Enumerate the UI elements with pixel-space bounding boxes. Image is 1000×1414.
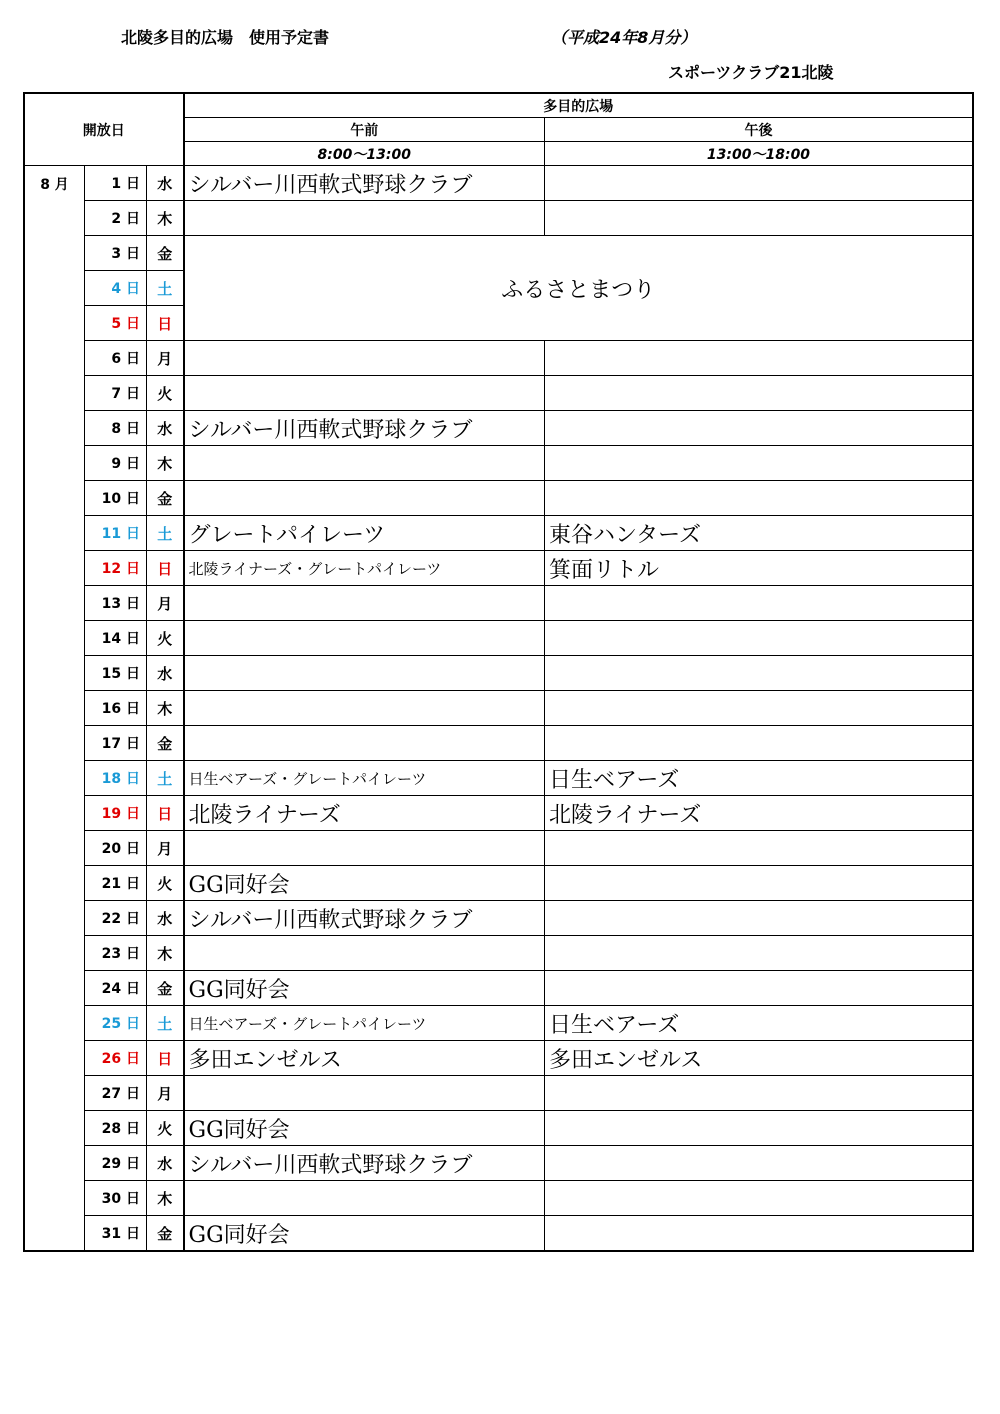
day-suffix: 日 (126, 596, 140, 612)
pm-time-header: 13:00～18:00 (545, 142, 973, 166)
day-number (85, 586, 147, 621)
pm-cell (545, 586, 973, 621)
pm-cell (545, 1111, 973, 1146)
day-suffix: 日 (126, 211, 140, 227)
table-row (25, 1006, 973, 1041)
day-suffix: 日 (126, 911, 140, 927)
day-number-value: 24 (101, 981, 122, 997)
day-suffix: 日 (126, 1226, 140, 1242)
document-period: （平成24年8月分） (551, 28, 697, 47)
weekday: 土 (147, 761, 184, 796)
day-number-value: 4 (111, 281, 122, 297)
day-number-value: 13 (101, 596, 122, 612)
weekday: 土 (147, 271, 184, 306)
day-suffix: 日 (126, 981, 140, 997)
day-number (85, 166, 147, 201)
day-number-value: 8 (111, 421, 122, 437)
weekday: 金 (147, 726, 184, 761)
table-row (25, 341, 973, 376)
pm-cell (545, 621, 973, 656)
am-cell: シルバー川西軟式野球クラブ (184, 166, 545, 201)
weekday: 日 (147, 306, 184, 341)
pm-cell (545, 411, 973, 446)
table-row (25, 971, 973, 1006)
weekday: 金 (147, 1216, 184, 1251)
am-cell (184, 726, 545, 761)
document-title: 北陵多目的広場 使用予定書 (121, 28, 330, 47)
table-row (25, 1111, 973, 1146)
day-number-value: 19 (101, 806, 122, 822)
table-row (25, 1216, 973, 1251)
festival-cell: ふるさとまつり (184, 236, 973, 341)
am-cell: 日生ベアーズ・グレートパイレーツ (184, 761, 545, 796)
table-row (25, 481, 973, 516)
day-number (85, 446, 147, 481)
day-suffix: 日 (126, 946, 140, 962)
am-cell (184, 656, 545, 691)
am-cell: 北陵ライナーズ (184, 796, 545, 831)
day-suffix: 日 (126, 1156, 140, 1172)
day-number-value: 20 (101, 841, 122, 857)
day-number-value: 10 (101, 491, 122, 507)
am-cell: 多田エンゼルス (184, 1041, 545, 1076)
pm-cell (545, 936, 973, 971)
am-cell: GG同好会 (184, 1111, 545, 1146)
am-cell: シルバー川西軟式野球クラブ (184, 901, 545, 936)
table-row (25, 866, 973, 901)
weekday: 木 (147, 446, 184, 481)
day-suffix: 日 (126, 701, 140, 717)
day-number-value: 16 (101, 701, 122, 717)
day-number-value: 18 (101, 771, 122, 787)
day-number (85, 271, 147, 306)
open-days-header: 開放日 (25, 94, 184, 166)
am-cell: GG同好会 (184, 1216, 545, 1251)
day-number-value: 31 (101, 1226, 122, 1242)
day-suffix: 日 (126, 176, 140, 192)
weekday: 日 (147, 1041, 184, 1076)
day-number-value: 11 (101, 526, 122, 542)
am-cell: グレートパイレーツ (184, 516, 545, 551)
day-number-value: 25 (101, 1016, 122, 1032)
day-number-value: 29 (101, 1156, 122, 1172)
weekday: 月 (147, 341, 184, 376)
pm-cell (545, 831, 973, 866)
weekday: 日 (147, 796, 184, 831)
pm-cell (545, 201, 973, 236)
month-label: 8 月 (25, 166, 85, 1251)
day-number (85, 1181, 147, 1216)
day-number (85, 691, 147, 726)
day-suffix: 日 (126, 526, 140, 542)
weekday: 木 (147, 691, 184, 726)
venue-header: 多目的広場 (184, 94, 973, 118)
day-number (85, 236, 147, 271)
weekday: 土 (147, 1006, 184, 1041)
day-number (85, 831, 147, 866)
day-suffix: 日 (126, 1051, 140, 1067)
pm-cell (545, 1076, 973, 1111)
am-cell (184, 936, 545, 971)
day-number (85, 761, 147, 796)
am-cell (184, 691, 545, 726)
table-row (25, 691, 973, 726)
am-cell (184, 621, 545, 656)
table-row (25, 551, 973, 586)
am-cell: 北陵ライナーズ・グレートパイレーツ (184, 551, 545, 586)
day-number-value: 5 (111, 316, 122, 332)
day-suffix: 日 (126, 771, 140, 787)
am-cell (184, 376, 545, 411)
day-suffix: 日 (126, 1121, 140, 1137)
day-number-value: 2 (111, 211, 122, 227)
day-suffix: 日 (126, 561, 140, 577)
day-suffix: 日 (126, 841, 140, 857)
day-number (85, 936, 147, 971)
day-number-value: 12 (101, 561, 122, 577)
pm-cell (545, 166, 973, 201)
day-number-value: 30 (101, 1191, 122, 1207)
table-row (25, 621, 973, 656)
weekday: 日 (147, 551, 184, 586)
am-cell (184, 446, 545, 481)
weekday: 火 (147, 1111, 184, 1146)
day-number (85, 1216, 147, 1251)
pm-cell (545, 866, 973, 901)
day-suffix: 日 (126, 1191, 140, 1207)
table-row (25, 831, 973, 866)
day-number-value: 1 (111, 176, 122, 192)
weekday: 水 (147, 1146, 184, 1181)
day-suffix: 日 (126, 806, 140, 822)
day-number-value: 14 (101, 631, 122, 647)
pm-cell: 日生ベアーズ (545, 1006, 973, 1041)
am-time-header: 8:00～13:00 (184, 142, 545, 166)
table-row (25, 936, 973, 971)
pm-cell (545, 1181, 973, 1216)
day-suffix: 日 (126, 456, 140, 472)
table-row (25, 586, 973, 621)
weekday: 木 (147, 201, 184, 236)
day-number (85, 901, 147, 936)
weekday: 水 (147, 656, 184, 691)
weekday: 火 (147, 621, 184, 656)
table-row (25, 446, 973, 481)
table-row (25, 376, 973, 411)
day-suffix: 日 (126, 246, 140, 262)
day-number (85, 306, 147, 341)
day-suffix: 日 (126, 421, 140, 437)
day-number-value: 27 (101, 1086, 122, 1102)
am-cell: シルバー川西軟式野球クラブ (184, 1146, 545, 1181)
weekday: 木 (147, 1181, 184, 1216)
weekday: 水 (147, 166, 184, 201)
day-number (85, 656, 147, 691)
table-row (25, 796, 973, 831)
day-number (85, 1111, 147, 1146)
day-number (85, 866, 147, 901)
day-number (85, 376, 147, 411)
pm-cell: 北陵ライナーズ (545, 796, 973, 831)
weekday: 火 (147, 376, 184, 411)
weekday: 金 (147, 971, 184, 1006)
schedule-table (24, 93, 973, 1251)
table-row (25, 901, 973, 936)
weekday: 木 (147, 936, 184, 971)
table-row (25, 1181, 973, 1216)
day-number-value: 26 (101, 1051, 122, 1067)
day-number-value: 22 (101, 911, 122, 927)
pm-cell (545, 901, 973, 936)
pm-cell (545, 656, 973, 691)
pm-cell (545, 446, 973, 481)
weekday: 水 (147, 901, 184, 936)
am-cell: GG同好会 (184, 971, 545, 1006)
table-row (25, 761, 973, 796)
table-row (25, 516, 973, 551)
am-cell: 日生ベアーズ・グレートパイレーツ (184, 1006, 545, 1041)
day-suffix: 日 (126, 281, 140, 297)
table-row (25, 166, 973, 201)
table-row (25, 236, 973, 271)
pm-cell (545, 971, 973, 1006)
day-number-value: 7 (111, 386, 122, 402)
day-suffix: 日 (126, 491, 140, 507)
day-number (85, 726, 147, 761)
day-number (85, 411, 147, 446)
pm-cell (545, 481, 973, 516)
day-number (85, 1006, 147, 1041)
day-suffix: 日 (126, 736, 140, 752)
weekday: 月 (147, 1076, 184, 1111)
day-number-value: 17 (101, 736, 122, 752)
pm-cell (545, 341, 973, 376)
am-cell (184, 831, 545, 866)
weekday: 土 (147, 516, 184, 551)
pm-cell (545, 691, 973, 726)
day-number (85, 201, 147, 236)
day-number (85, 481, 147, 516)
pm-cell (545, 1216, 973, 1251)
am-cell (184, 481, 545, 516)
table-row (25, 201, 973, 236)
day-number (85, 971, 147, 1006)
weekday: 金 (147, 236, 184, 271)
am-cell (184, 341, 545, 376)
day-suffix: 日 (126, 666, 140, 682)
weekday: 月 (147, 831, 184, 866)
day-number-value: 21 (101, 876, 122, 892)
weekday: 金 (147, 481, 184, 516)
day-suffix: 日 (126, 1086, 140, 1102)
am-header: 午前 (184, 118, 545, 142)
day-number-value: 15 (101, 666, 122, 682)
pm-header: 午後 (545, 118, 973, 142)
day-number (85, 551, 147, 586)
table-row (25, 1146, 973, 1181)
day-suffix: 日 (126, 876, 140, 892)
weekday: 月 (147, 586, 184, 621)
pm-cell: 日生ベアーズ (545, 761, 973, 796)
day-number-value: 9 (111, 456, 122, 472)
weekday: 水 (147, 411, 184, 446)
am-cell (184, 1181, 545, 1216)
day-number-value: 28 (101, 1121, 122, 1137)
day-number-value: 23 (101, 946, 122, 962)
day-number (85, 341, 147, 376)
day-number (85, 1041, 147, 1076)
day-number-value: 6 (111, 351, 122, 367)
am-cell (184, 201, 545, 236)
pm-cell (545, 376, 973, 411)
am-cell: GG同好会 (184, 866, 545, 901)
pm-cell: 箕面リトル (545, 551, 973, 586)
organization-name: スポーツクラブ21北陵 (668, 63, 834, 82)
table-row (25, 656, 973, 691)
am-cell (184, 1076, 545, 1111)
day-suffix: 日 (126, 316, 140, 332)
weekday: 火 (147, 866, 184, 901)
day-suffix: 日 (126, 386, 140, 402)
pm-cell (545, 726, 973, 761)
table-row (25, 726, 973, 761)
table-row (25, 411, 973, 446)
pm-cell: 東谷ハンターズ (545, 516, 973, 551)
pm-cell (545, 1146, 973, 1181)
day-suffix: 日 (126, 631, 140, 647)
day-number (85, 796, 147, 831)
day-number (85, 516, 147, 551)
table-row (25, 1041, 973, 1076)
day-suffix: 日 (126, 1016, 140, 1032)
day-number (85, 621, 147, 656)
am-cell (184, 586, 545, 621)
table-row (25, 1076, 973, 1111)
pm-cell: 多田エンゼルス (545, 1041, 973, 1076)
am-cell: シルバー川西軟式野球クラブ (184, 411, 545, 446)
day-suffix: 日 (126, 351, 140, 367)
day-number (85, 1146, 147, 1181)
day-number (85, 1076, 147, 1111)
day-number-value: 3 (111, 246, 122, 262)
